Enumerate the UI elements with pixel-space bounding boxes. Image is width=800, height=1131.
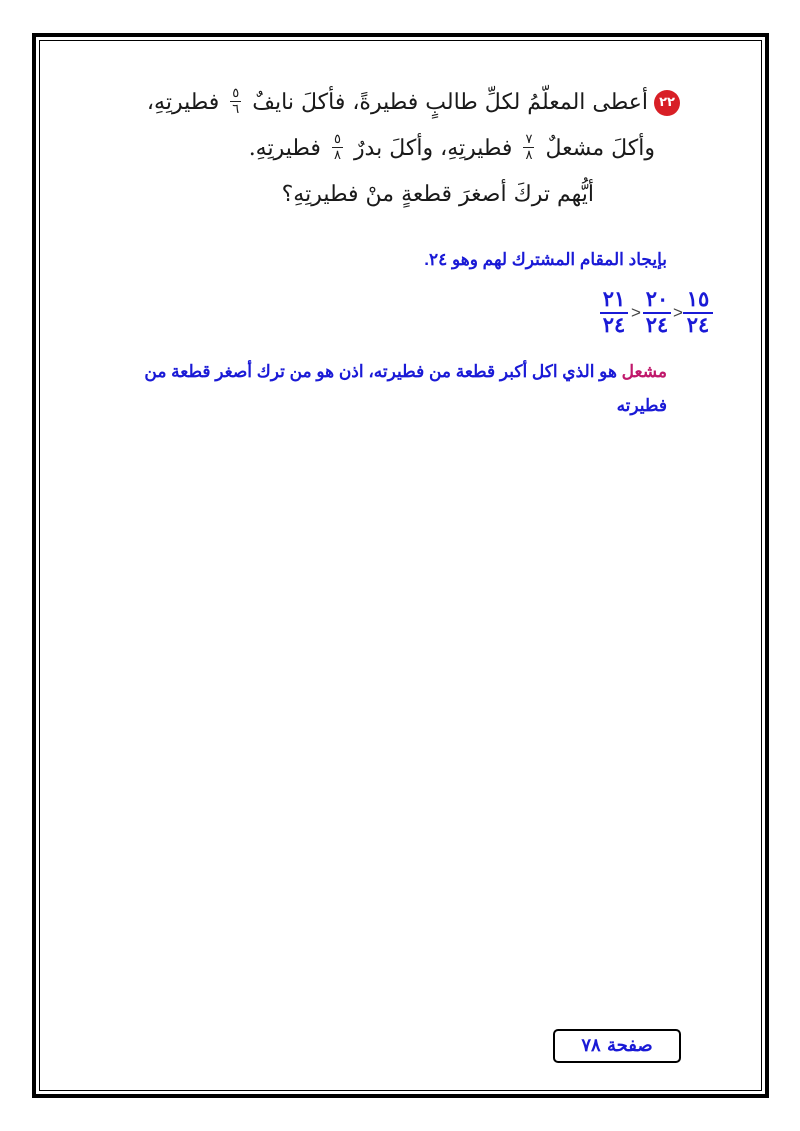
fraction-numerator: ٧	[525, 131, 533, 147]
fraction-nayef	[230, 86, 241, 117]
greater-than-sign: >	[673, 303, 683, 322]
fraction-denominator: ٢٤	[686, 314, 710, 337]
answer-conclusion	[107, 355, 667, 423]
fraction-numerator: ٥	[232, 85, 240, 101]
fraction-numerator: ٢١	[600, 288, 628, 314]
fraction-denominator: ٨	[525, 147, 533, 163]
fraction-21-24	[600, 288, 628, 338]
answer-common-denominator: بإيجاد المقام المشترك لهم وهو ٢٤.	[424, 250, 667, 269]
fraction-numerator: ٥	[333, 131, 341, 147]
problem-line-3: أيُّهم تركَ أصغرَ قطعةٍ منْ فطيرتِهِ؟	[281, 182, 594, 207]
fraction-denominator: ٢٤	[602, 314, 626, 337]
fraction-badr	[332, 132, 343, 163]
conclusion-text: هو الذي اكل أكبر قطعة من فطيرته، اذن هو من ترك أصغر قطعة من فطيرته	[144, 362, 667, 415]
problem-line-2	[120, 126, 680, 172]
fraction-mishal	[523, 132, 534, 163]
student-name-highlight: مشعل	[621, 362, 667, 381]
problem-text: فطيرتِهِ.	[248, 136, 321, 161]
problem-text: أعطى المعلّمُ لكلِّ طالبٍ فطيرةً، فأكلَ نايفٌ	[252, 90, 648, 115]
greater-than-sign: >	[631, 303, 641, 322]
problem-text: وأكلَ مشعلٌ	[545, 136, 655, 161]
problem-text: فطيرتِهِ، وأكلَ بدرٌ	[353, 136, 513, 161]
fraction-20-24	[643, 288, 671, 338]
problem-text: فطيرتِهِ،	[146, 90, 220, 115]
fraction-numerator: ١٥	[683, 288, 713, 314]
question-number-badge: ٢٢	[654, 90, 680, 116]
fraction-numerator: ٢٠	[643, 288, 671, 314]
problem-line-1	[120, 80, 680, 126]
page-number-label: صفحة ٧٨	[553, 1029, 681, 1063]
fraction-15-24	[683, 288, 713, 338]
fraction-comparison	[600, 288, 710, 348]
fraction-denominator: ٢٤	[645, 314, 669, 337]
fraction-denominator: ٨	[333, 147, 341, 163]
fraction-denominator: ٦	[232, 101, 240, 117]
problem-statement	[120, 80, 680, 218]
